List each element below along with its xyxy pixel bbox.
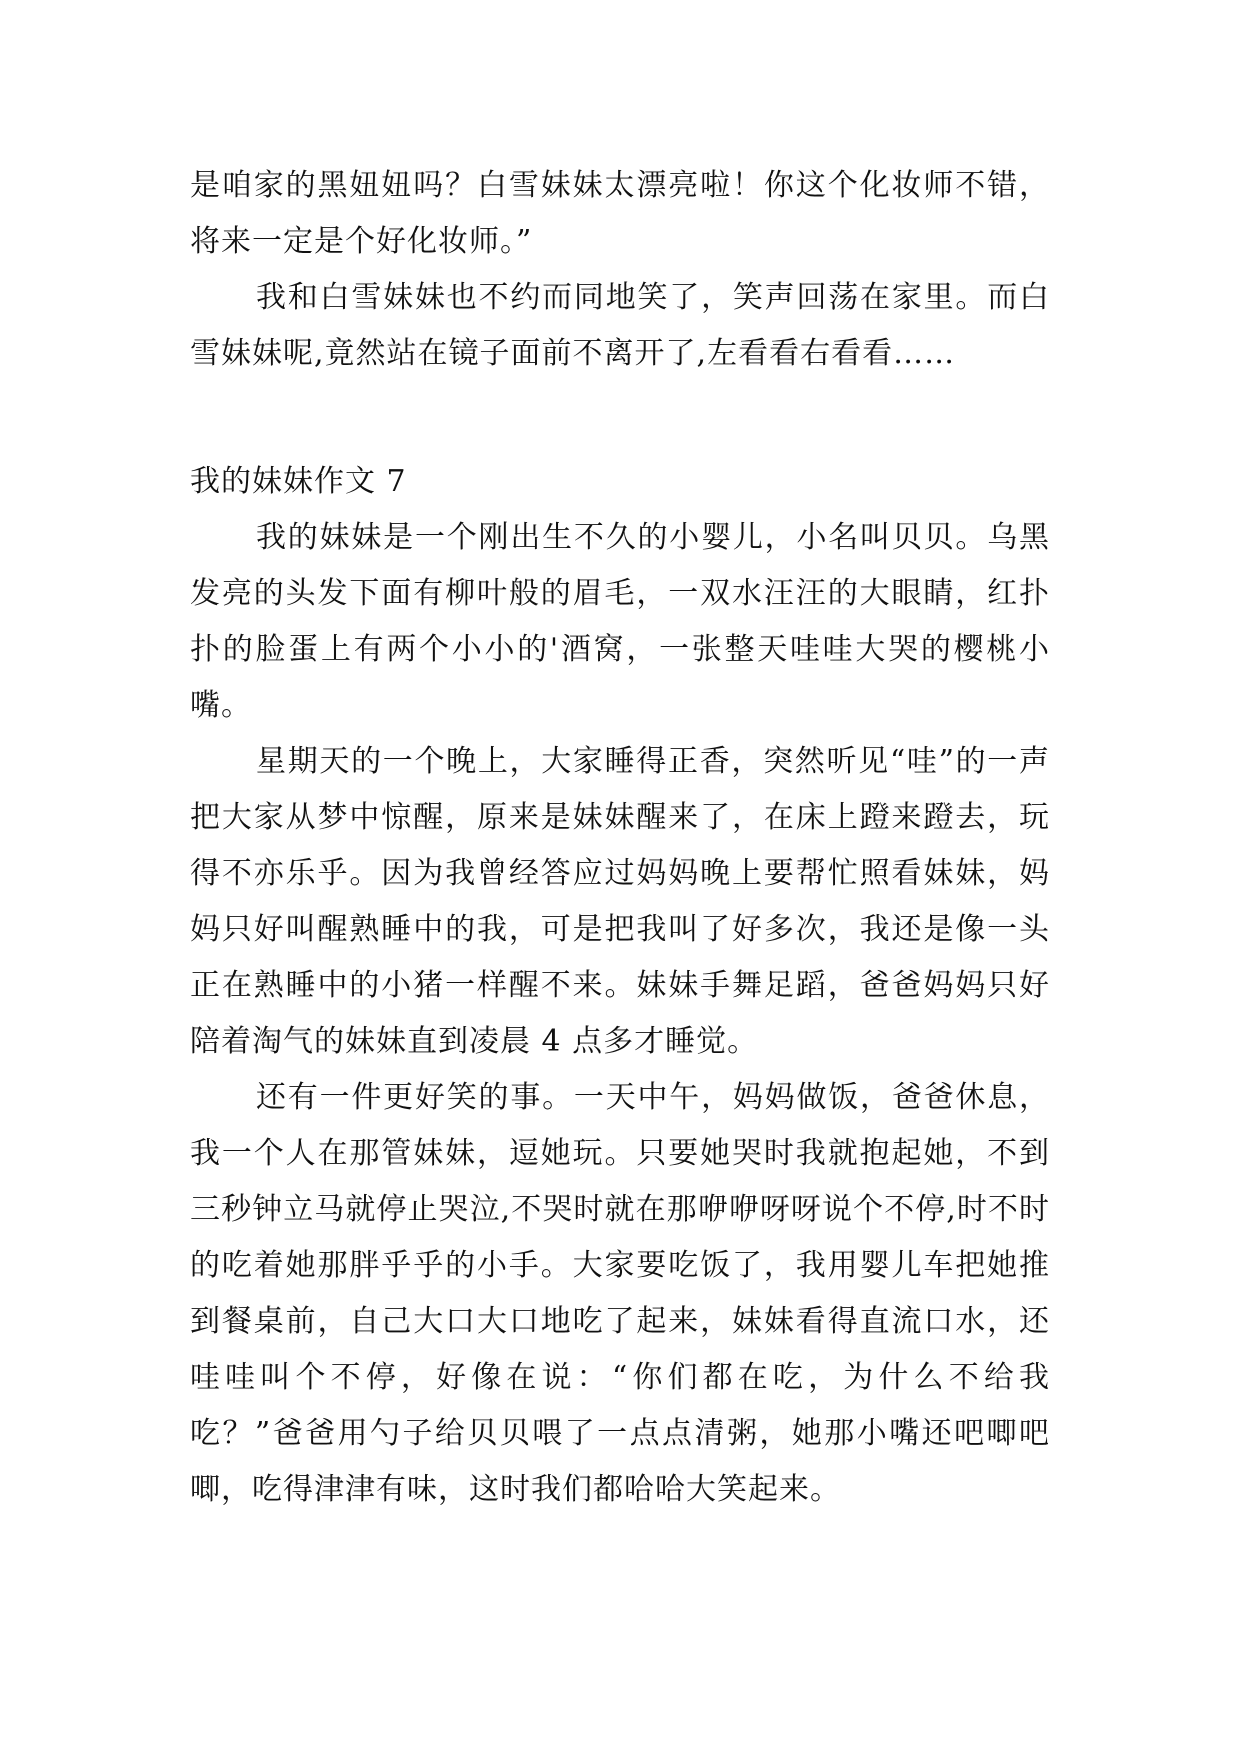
paragraph: 我和白雪妹妹也不约而同地笑了，笑声回荡在家里。而白雪妹妹呢,竟然站在镜子面前不离开了,左看看右看看……	[190, 280, 1050, 371]
text-section-1	[190, 158, 1050, 382]
paragraph: 星期天的一个晚上，大家睡得正香，突然听见“哇”的一声把大家从梦中惊醒，原来是妹妹醒来了，在床上蹬来蹬去，玩得不亦乐乎。因为我曾经答应过妈妈晚上要帮忙照看妹妹，妈妈只好叫醒熟睡中的我，可是把我叫了好多次，我还是像一头正在熟睡中的小猪一样醒不来。妹妹手舞足蹈，爸爸妈妈只好陪着淘气的妹妹直到凌晨 4 点多才睡觉。	[190, 744, 1050, 1059]
paragraph-continuation: 是咱家的黑妞妞吗？白雪妹妹太漂亮啦！你这个化妆师不错，将来一定是个好化妆师。”	[190, 168, 1050, 259]
essay-title: 我的妹妹作文 7	[190, 464, 407, 499]
text-section-2	[190, 454, 1050, 1518]
paragraph: 我的妹妹是一个刚出生不久的小婴儿，小名叫贝贝。乌黑发亮的头发下面有柳叶般的眉毛，一双水汪汪的大眼睛，红扑扑的脸蛋上有两个小小的'酒窝，一张整天哇哇大哭的樱桃小嘴。	[190, 520, 1050, 723]
paragraph: 还有一件更好笑的事。一天中午，妈妈做饭，爸爸休息，我一个人在那管妹妹，逗她玩。只要她哭时我就抱起她，不到三秒钟立马就停止哭泣,不哭时就在那咿咿呀呀说个不停,时不时的吃着她那胖乎乎的小手。大家要吃饭了，我用婴儿车把她推到餐桌前，自己大口大口地吃了起来，妹妹看得直流口水，还哇哇叫个不停，好像在说：“你们都在吃，为什么不给我吃？”爸爸用勺子给贝贝喂了一点点清粥，她那小嘴还吧唧吧唧，吃得津津有味，这时我们都哈哈大笑起来。	[190, 1080, 1050, 1507]
